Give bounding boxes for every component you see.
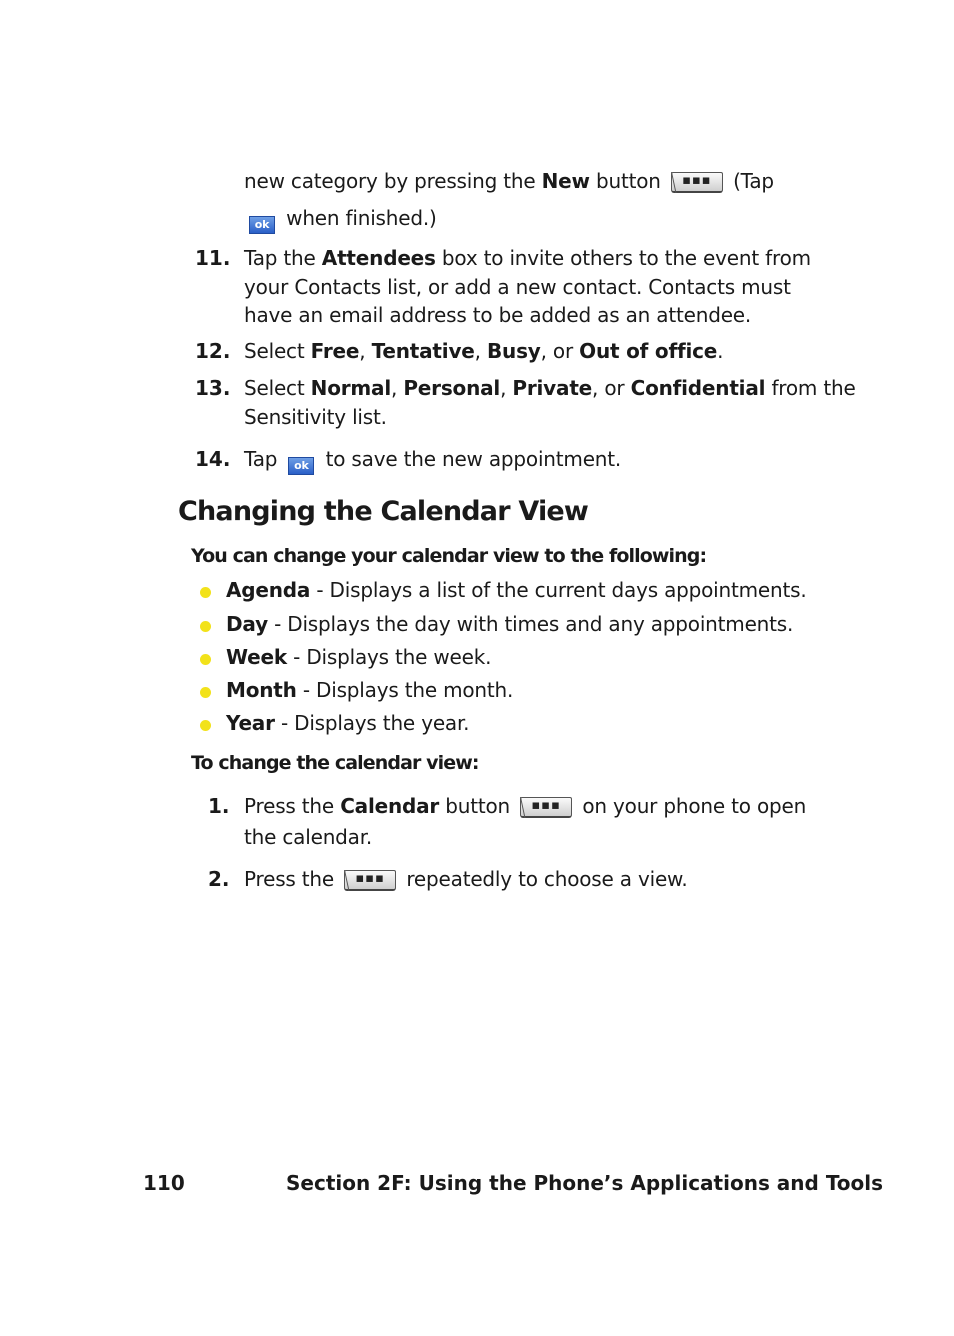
section-subtitle: You can change your calendar view to the following: — [191, 545, 707, 567]
footer-section-title: Section 2F: Using the Phone’s Applications and Tools — [286, 1171, 884, 1195]
step-number: 2. — [208, 867, 230, 891]
howto-step-1-text: Press the Calendar button ▪▪▪ on your phone to open — [244, 794, 807, 818]
page-number: 110 — [143, 1171, 185, 1195]
step-12-text: Select Free, Tentative, Busy, or Out of office. — [244, 339, 724, 363]
step-number: 12. — [195, 339, 231, 363]
step-13-line-2: Sensitivity list. — [244, 405, 387, 429]
howto-heading: To change the calendar view: — [191, 752, 479, 774]
step-13-text: Select Normal, Personal, Private, or Confidential from the — [244, 376, 856, 400]
menu-softkey-icon: ▪▪▪ — [344, 870, 396, 891]
step-number: 1. — [208, 794, 230, 818]
menu-softkey-icon: ▪▪▪ — [520, 797, 572, 818]
list-item: Month - Displays the month. — [226, 678, 514, 702]
ok-icon: ok — [288, 457, 314, 475]
bullet-icon — [200, 687, 211, 698]
step-number: 11. — [195, 246, 231, 270]
list-item: Day - Displays the day with times and any appointments. — [226, 612, 794, 636]
bullet-icon — [200, 720, 211, 731]
step-11-line-2: your Contacts list, or add a new contact. Contacts must — [244, 275, 791, 299]
bullet-icon — [200, 587, 211, 598]
section-title: Changing the Calendar View — [178, 496, 589, 527]
list-item: Year - Displays the year. — [226, 711, 470, 735]
list-item: Week - Displays the week. — [226, 645, 492, 669]
step-14-text: Tap ok to save the new appointment. — [244, 445, 621, 475]
howto-step-2-text: Press the ▪▪▪ repeatedly to choose a view. — [244, 867, 688, 891]
step-11-line-3: have an email address to be added as an attendee. — [244, 303, 752, 327]
menu-softkey-icon: ▪▪▪ — [671, 172, 723, 193]
intro-line-2: ok when finished.) — [244, 204, 437, 234]
step-number: 13. — [195, 376, 231, 400]
list-item: Agenda - Displays a list of the current days appointments. — [226, 578, 807, 602]
howto-step-1-line-2: the calendar. — [244, 825, 373, 849]
bullet-icon — [200, 621, 211, 632]
step-11-text: Tap the Attendees box to invite others to the event from — [244, 246, 811, 270]
ok-icon: ok — [249, 216, 275, 234]
step-number: 14. — [195, 447, 231, 471]
intro-line-1: new category by pressing the New button ▪▪▪ (Tap — [244, 169, 774, 193]
bullet-icon — [200, 654, 211, 665]
